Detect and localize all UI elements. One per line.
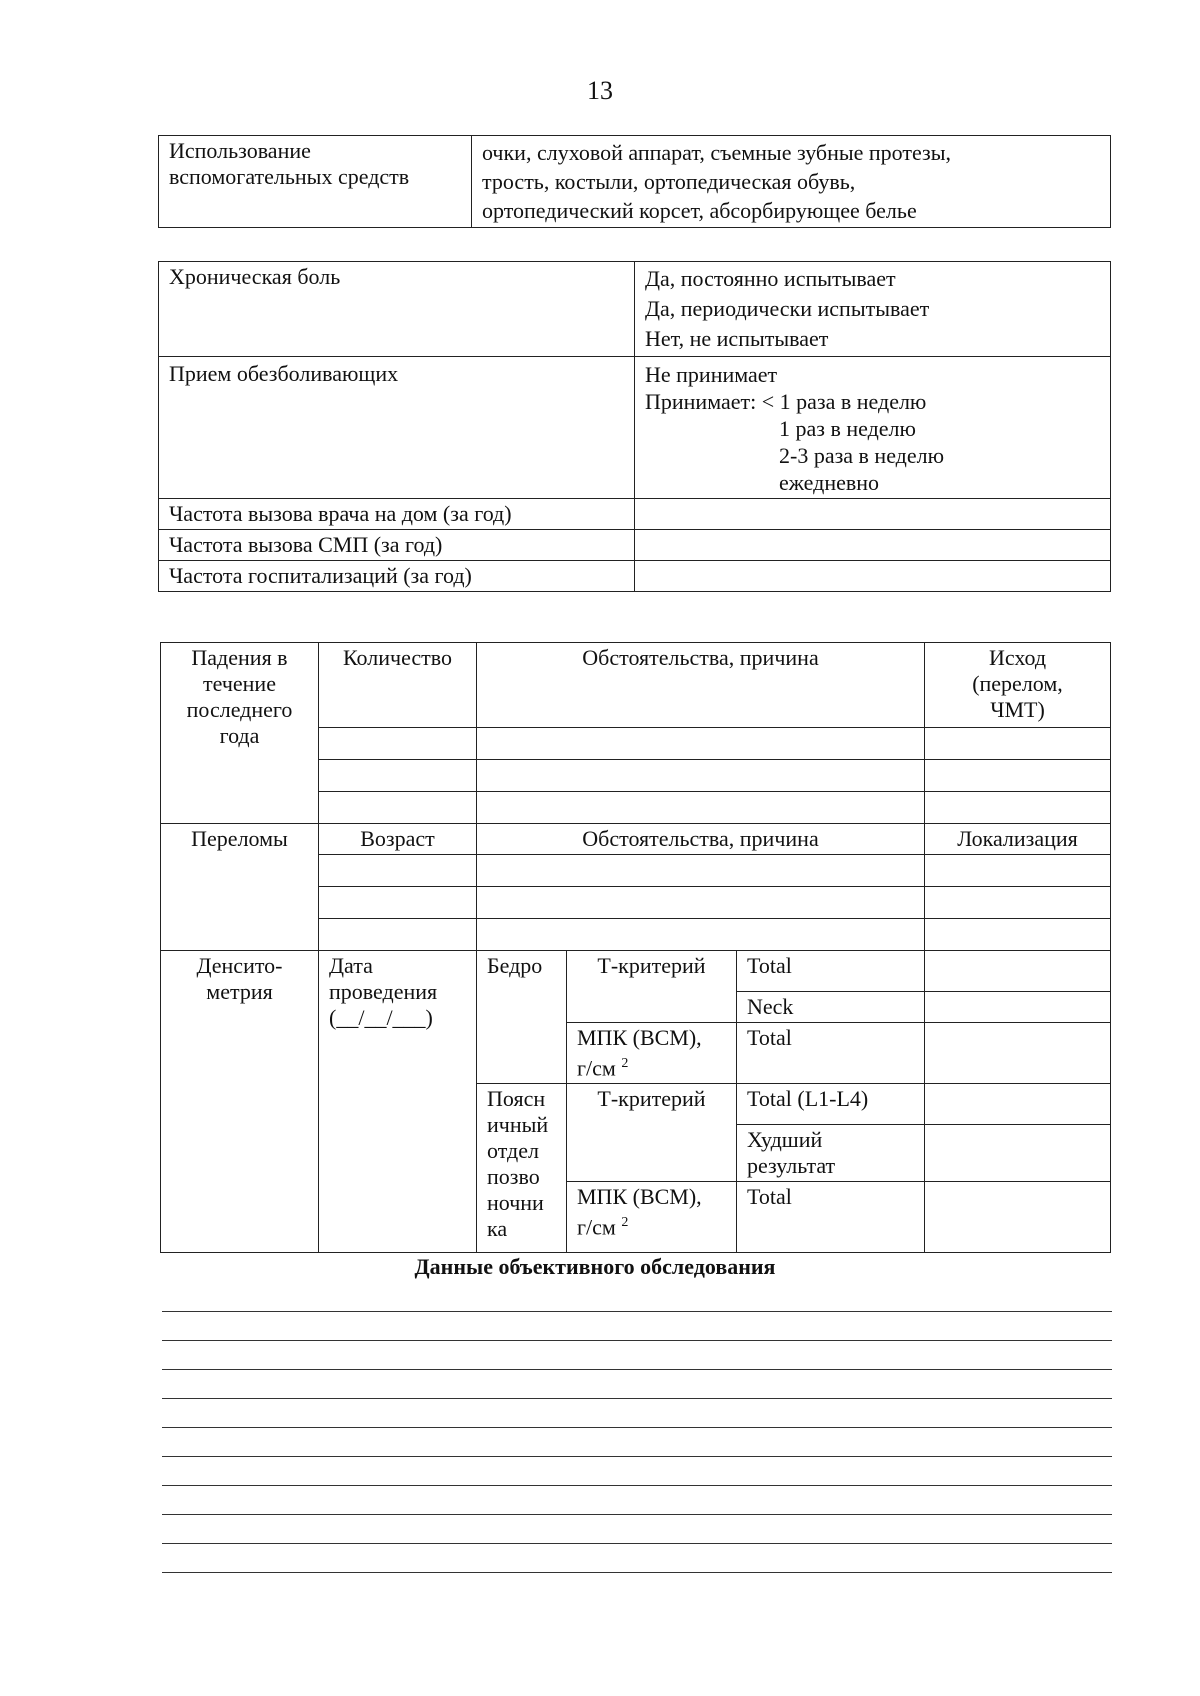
analgesics-option: 1 раз в неделю [779, 416, 916, 441]
hip-bmd-label [567, 1023, 737, 1084]
analgesics-row [159, 357, 1111, 499]
hip-t-total-value [925, 951, 1111, 992]
hip-bmd-label-line: г/см [577, 1055, 616, 1081]
lumbar-worst-value [925, 1125, 1111, 1182]
densitometry-date [319, 951, 477, 1253]
lumbar-label-line: ка [487, 1216, 508, 1242]
fractures-circumstances-cell [477, 919, 925, 951]
fractures-age-cell [319, 919, 477, 951]
aids-label-line: вспомогательных средств [169, 164, 410, 189]
lumbar-bmd-superscript: 2 [621, 1215, 629, 1231]
chronic-pain-option: Нет, не испытывает [645, 326, 829, 351]
chronic-pain-option: Да, постоянно испытывает [645, 266, 896, 291]
falls-outcome-cell [925, 792, 1111, 824]
falls-label-line: последнего [186, 697, 293, 722]
falls-label-line: года [219, 723, 260, 748]
lumbar-label-line: отдел [487, 1138, 539, 1164]
falls-circumstances-header: Обстоятельства, причина [477, 643, 925, 728]
frequency-label: Частота вызова СМП (за год) [159, 530, 635, 561]
analgesics-option: Не принимает [645, 362, 778, 387]
fractures-location-cell [925, 855, 1111, 887]
falls-outcome-cell [925, 760, 1111, 792]
writing-line[interactable] [162, 1485, 1112, 1486]
fractures-label: Переломы [161, 824, 319, 951]
lumbar-bmd-label [567, 1182, 737, 1253]
fractures-location-cell [925, 919, 1111, 951]
falls-circumstances-cell [477, 760, 925, 792]
lumbar-t-total-value [925, 1084, 1111, 1125]
hip-bmd-total-label: Total [737, 1023, 925, 1084]
hip-bmd-total-value [925, 1023, 1111, 1084]
writing-line[interactable] [162, 1311, 1112, 1312]
aids-value-line: ортопедический корсет, абсорбирующее белье [482, 198, 917, 223]
densitometry-label [161, 951, 319, 1253]
chronic-pain-row [159, 262, 1111, 357]
fractures-circumstances-cell [477, 887, 925, 919]
densitometry-lumbar-label [477, 1084, 567, 1253]
writing-line[interactable] [162, 1398, 1112, 1399]
lumbar-t-total-label: Total (L1-L4) [737, 1084, 925, 1125]
writing-line[interactable] [162, 1456, 1112, 1457]
frequency-value [635, 561, 1111, 592]
frequency-label: Частота госпитализаций (за год) [159, 561, 635, 592]
lumbar-label-line: Поясн [487, 1086, 546, 1112]
frequency-value [635, 530, 1111, 561]
fractures-location-header: Локализация [925, 824, 1111, 855]
falls-outcome-header [925, 643, 1111, 728]
fractures-location-cell [925, 887, 1111, 919]
lumbar-bmd-total-value [925, 1182, 1111, 1253]
falls-count-cell [319, 792, 477, 824]
writing-line[interactable] [162, 1514, 1112, 1515]
analgesics-option: Принимает: < 1 раза в неделю [645, 389, 927, 414]
chronic-pain-option: Да, периодически испытывает [645, 296, 930, 321]
aids-table [158, 135, 1111, 228]
fractures-circumstances-cell [477, 855, 925, 887]
aids-value [472, 136, 1111, 228]
hip-t-neck-label: Neck [737, 992, 925, 1023]
lumbar-t-score-label: Т-критерий [567, 1084, 737, 1182]
densitometry-label-line: метрия [206, 979, 273, 1004]
lumbar-worst-line: результат [747, 1153, 836, 1179]
aids-label [159, 136, 472, 228]
falls-circumstances-cell [477, 728, 925, 760]
lumbar-label-line: ичный [487, 1112, 549, 1138]
falls-count-header: Количество [319, 643, 477, 728]
fractures-age-cell [319, 887, 477, 919]
hip-bmd-label-line: МПК (BCM), [577, 1025, 702, 1050]
analgesics-option: 2-3 раза в неделю [779, 443, 945, 468]
pain-table [158, 261, 1111, 592]
lumbar-worst-line: Худший [747, 1127, 823, 1153]
fractures-age-header: Возраст [319, 824, 477, 855]
analgesics-option: ежедневно [779, 470, 880, 495]
fractures-age-cell [319, 855, 477, 887]
falls-outcome-line: Исход [988, 645, 1047, 670]
aids-label-line: Использование [169, 138, 311, 163]
falls-label [161, 643, 319, 824]
fractures-header-row [161, 824, 1111, 855]
objective-exam-title: Данные объективного обследования [414, 1254, 776, 1279]
densitometry-label-line: Денсито- [196, 953, 283, 978]
falls-circumstances-cell [477, 792, 925, 824]
falls-outcome-line: ЧМТ) [990, 697, 1045, 722]
frequency-value [635, 499, 1111, 530]
analgesics-label: Прием обезболивающих [159, 357, 635, 499]
aids-row [159, 136, 1111, 228]
falls-fractures-table [160, 642, 1111, 1253]
densitometry-date-line: (__/__/___) [329, 1005, 433, 1030]
lumbar-label-line: ночни [487, 1190, 544, 1216]
lumbar-label-line: позво [487, 1164, 540, 1190]
hip-t-total-label: Total [737, 951, 925, 992]
frequency-row [159, 530, 1111, 561]
chronic-pain-label: Хроническая боль [159, 262, 635, 357]
hip-t-score-label: Т-критерий [567, 951, 737, 1023]
writing-line[interactable] [162, 1427, 1112, 1428]
falls-count-cell [319, 760, 477, 792]
lumbar-worst-label [737, 1125, 925, 1182]
writing-line[interactable] [162, 1543, 1112, 1544]
frequency-label: Частота вызова врача на дом (за год) [159, 499, 635, 530]
falls-count-cell [319, 728, 477, 760]
densitometry-row [161, 951, 1111, 992]
writing-line[interactable] [162, 1340, 1112, 1341]
falls-outcome-cell [925, 728, 1111, 760]
lumbar-bmd-label-line: г/см [577, 1214, 616, 1240]
lumbar-bmd-total-label: Total [737, 1182, 925, 1253]
writing-line[interactable] [162, 1572, 1112, 1573]
fractures-circumstances-header: Обстоятельства, причина [477, 824, 925, 855]
hip-bmd-superscript: 2 [621, 1056, 629, 1071]
densitometry-date-line: проведения [329, 979, 438, 1004]
writing-line[interactable] [162, 1369, 1112, 1370]
aids-value-line: трость, костыли, ортопедическая обувь, [482, 169, 856, 194]
chronic-pain-options [635, 262, 1111, 357]
page-number: 13 [587, 76, 613, 105]
hip-t-neck-value [925, 992, 1111, 1023]
frequency-row [159, 499, 1111, 530]
falls-label-line: Падения в [191, 645, 288, 670]
densitometry-hip-label: Бедро [477, 951, 567, 1084]
aids-value-line: очки, слуховой аппарат, съемные зубные протезы, [482, 140, 952, 165]
falls-header-row [161, 643, 1111, 728]
lumbar-bmd-label-line: МПК (BCM), [577, 1184, 702, 1210]
analgesics-options [635, 357, 1111, 499]
frequency-row [159, 561, 1111, 592]
densitometry-date-line: Дата [329, 953, 373, 978]
falls-label-line: течение [203, 671, 276, 696]
falls-outcome-line: (перелом, [972, 671, 1063, 696]
